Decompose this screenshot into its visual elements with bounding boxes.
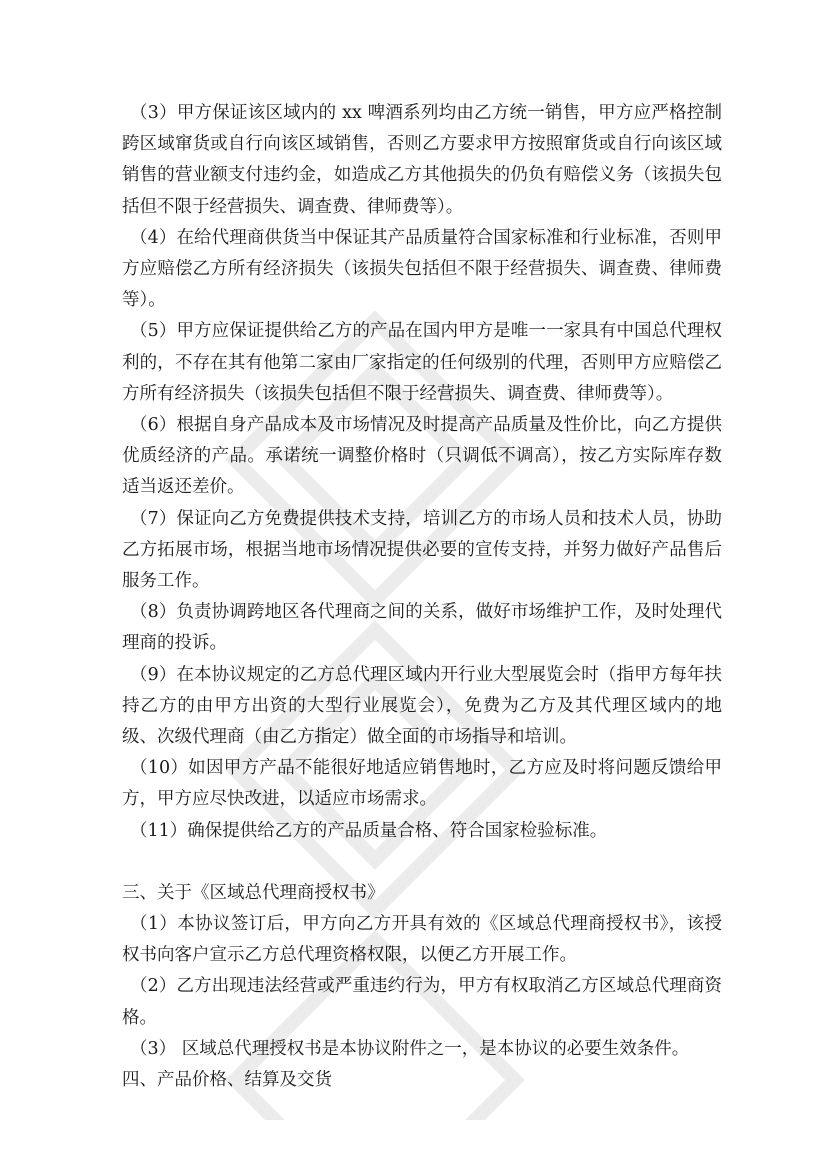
section-3-clause-2: （2）乙方出现违法经营或严重违约行为，甲方有权取消乙方区域总代理商资格。 [122, 976, 722, 1028]
section-3-clause-3: （3） 区域总代理授权书是本协议附件之一，是本协议的必要生效条件。 [130, 1038, 690, 1059]
section-3-heading: 三、关于《区域总代理商授权书》 [122, 882, 385, 903]
section-3-clause-1: （1）本协议签订后，甲方向乙方开具有效的《区域总代理商授权书》，该授权书向客户宣示乙方总代理资格权限，以便乙方开展工作。 [122, 914, 722, 966]
clause-8: （8）负责协调跨地区各代理商之间的关系，做好市场维护工作，及时处理代理商的投诉。 [122, 602, 722, 654]
clause-3: （3）甲方保证该区域内的 xx 啤酒系列均由乙方统一销售，甲方应严格控制跨区域窜货或自行向该区域销售，否则乙方要求甲方按照窜货或自行向该区域销售的营业额支付违约金，如造成乙方其他损失的仍负有赔偿义务（该损失包括但不限于经营损失、调查费、律师费等）。 [122, 103, 722, 217]
clause-9: （9）在本协议规定的乙方总代理区域内开行业大型展览会时（指甲方每年扶持乙方的由甲方出资的大型行业展览会），免费为乙方及其代理区域内的地级、次级代理商（由乙方指定）做全面的市场指导和培训。 [122, 664, 722, 748]
document-body [122, 98, 722, 1096]
clause-6: （6）根据自身产品成本及市场情况及时提高产品质量及性价比，向乙方提供优质经济的产品。承诺统一调整价格时（只调低不调高），按乙方实际库存数适当返还差价。 [122, 415, 722, 498]
clause-7: （7）保证向乙方免费提供技术支持，培训乙方的市场人员和技术人员，协助乙方拓展市场，根据当地市场情况提供必要的宣传支持，并努力做好产品售后服务工作。 [122, 508, 722, 592]
clause-4: （4）在给代理商供货当中保证其产品质量符合国家标准和行业标准，否则甲方应赔偿乙方所有经济损失（该损失包括但不限于经营损失、调查费、律师费等）。 [122, 227, 722, 311]
clause-5: （5）甲方应保证提供给乙方的产品在国内甲方是唯一一家具有中国总代理权利的，不存在其有他第二家由厂家指定的任何级别的代理，否则甲方应赔偿乙方所有经济损失（该损失包括但不限于经营损失、调查费、律师费等）。 [122, 321, 722, 404]
section-spacer [122, 847, 722, 878]
clause-10: （10）如因甲方产品不能很好地适应销售地时，乙方应及时将问题反馈给甲方，甲方应尽快改进，以适应市场需求。 [122, 758, 722, 810]
section-4-heading: 四、产品价格、结算及交货 [122, 1070, 332, 1091]
clause-11: （11）确保提供给乙方的产品质量合格、符合国家检验标准。 [130, 820, 608, 841]
